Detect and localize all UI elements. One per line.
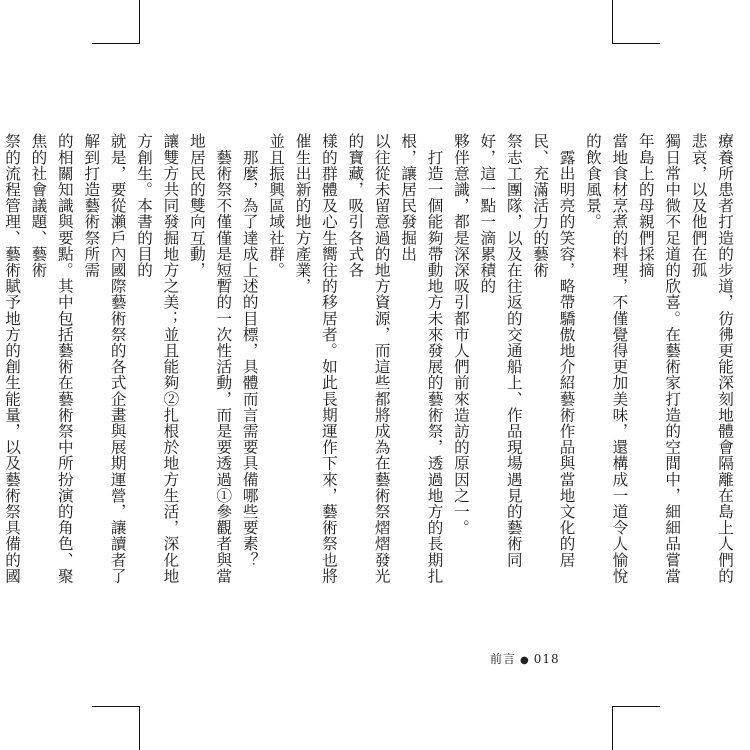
crop-mark-top-right-v xyxy=(612,0,613,44)
text-column: 露出明亮的笑容，略帶驕傲地介紹藝術作品與當地文化的居民、充滿活力的藝術 xyxy=(531,133,576,568)
text-column: 的相關知識與要點。其中包括藝術在藝術祭中所扮演的角色、聚焦的社會議題、藝術 xyxy=(29,133,74,584)
text-column: 樣的群體及心生嚮往的移居者。如此長期運作下來，藝術祭也將催生出新的地方產業， xyxy=(293,133,338,584)
crop-mark-bottom-left-v xyxy=(139,706,140,750)
crop-mark-bottom-left-h xyxy=(92,706,140,707)
text-column: 夥伴意識，都是深深吸引都市人們前來造訪的原因之一。 xyxy=(451,133,470,536)
text-column: 那麼，為了達成上述的目標，具體而言需要具備哪些要素？ xyxy=(240,133,259,568)
text-column: 打造一個能夠帶動地方未來發展的藝術祭，透過地方的長期扎根，讓居民發掘出 xyxy=(399,133,444,584)
text-column: 讓雙方共同發掘地方之美；並且能夠②扎根於地方生活，深化地方創生。本書的目的 xyxy=(135,133,180,584)
crop-mark-bottom-right-h xyxy=(612,706,660,707)
text-column: 療養所患者打造的步道，彷彿更能深刻地體會隔離在島上人們的悲哀，以及他們在孤 xyxy=(689,133,734,584)
text-column: 以往從未留意過的地方資源，而這些都將成為在藝術祭熠熠發光的寶藏，吸引各式各 xyxy=(346,133,391,584)
crop-mark-bottom-right-v xyxy=(612,706,613,750)
page-folio xyxy=(490,650,560,667)
body-text xyxy=(3,133,738,593)
folio-section: 前言 xyxy=(490,652,517,666)
text-column: 並且振興區域社群。 xyxy=(267,133,286,278)
folio-page-number: 018 xyxy=(533,652,560,666)
crop-mark-top-left-h xyxy=(92,43,140,44)
text-column: 就是，要從瀨戶內國際藝術祭的各式企畫與展期運營，讓讀者了解到打造藝術祭所需 xyxy=(82,133,127,584)
crop-mark-top-right-h xyxy=(612,43,660,44)
crop-mark-top-left-v xyxy=(139,0,140,44)
text-column: 獨日常中微不足道的欣喜。在藝術家打造的空間中，細細品嘗當年島上的母親們採摘 xyxy=(636,133,682,584)
text-column: 祭志工團隊，以及在往返的交通船上、作品現場遇見的藝術同好，這一點一滴累積的 xyxy=(478,133,523,568)
text-column: 祭的流程管理、藝術賦予地方的創生能量，以及藝術祭具備的國 xyxy=(3,133,22,584)
text-column: 當地食材烹煮的料理，不僅覺得更加美味，還構成一道令人愉悅的飲食風景。 xyxy=(583,133,629,584)
text-column: 藝術祭不僅僅是短暫的一次性活動，而是要透過①參觀者與當地居民的雙向互動， xyxy=(187,133,233,584)
folio-separator-dot: ● xyxy=(520,655,530,666)
